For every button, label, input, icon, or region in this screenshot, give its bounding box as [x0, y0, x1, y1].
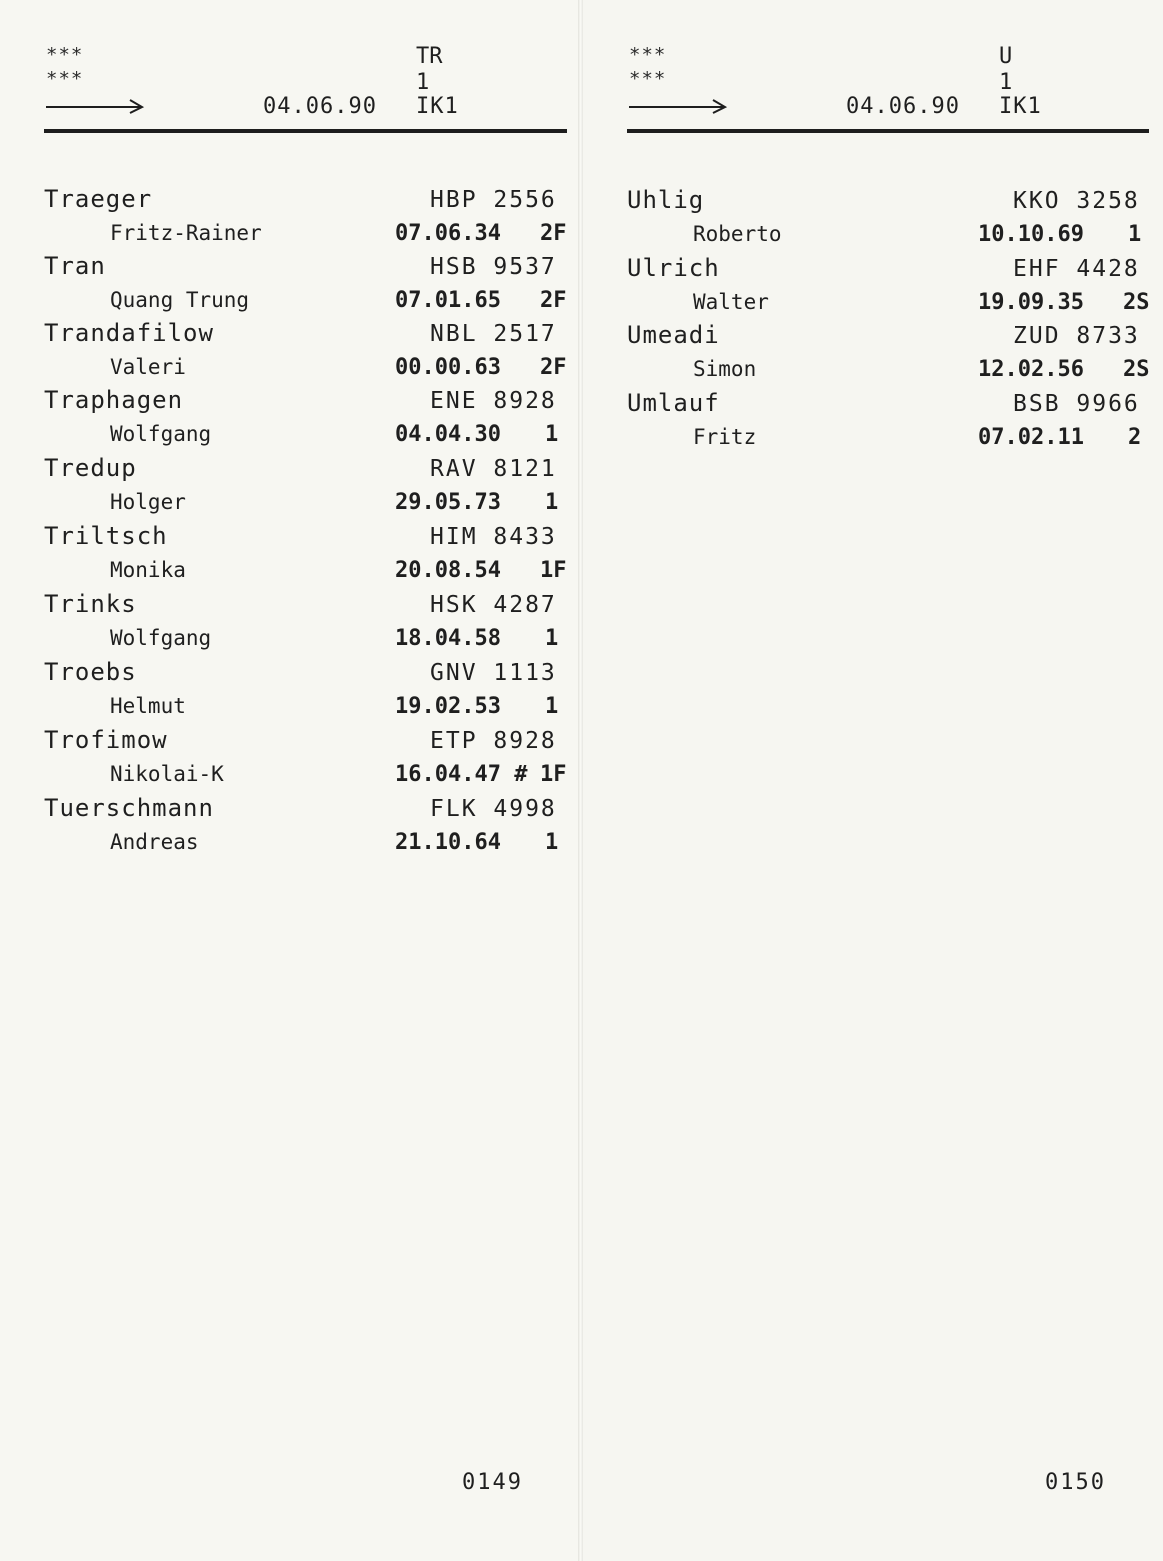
- entry-birth-date: 10.10.69: [978, 222, 1084, 247]
- entry-class: 2S: [1123, 290, 1150, 315]
- entry-surname: Umlauf: [627, 389, 720, 417]
- entry-code: NBL 2517: [430, 321, 557, 347]
- entry-code: ENE 8928: [430, 388, 557, 414]
- entry-surname: Trinks: [44, 590, 137, 618]
- stars-line-1: ***: [46, 44, 84, 66]
- entry-given-name: Walter: [693, 290, 769, 314]
- entry-code: ZUD 8733: [1013, 323, 1140, 349]
- entry-class: 1: [545, 830, 559, 855]
- header-date: 04.06.90: [263, 94, 377, 119]
- entry-class: 2: [1128, 425, 1142, 450]
- entry-code: ETP 8928: [430, 728, 557, 754]
- page-number: 0150: [1045, 1470, 1106, 1495]
- entry-surname: Ulrich: [627, 254, 720, 282]
- entry-code: FLK 4998: [430, 796, 557, 822]
- entry-given-name: Roberto: [693, 222, 782, 246]
- entry-birth-date: 00.00.63: [395, 355, 501, 380]
- entry-given-name: Holger: [110, 490, 186, 514]
- header-institution: IK1: [999, 94, 1042, 119]
- arrow-right-icon: [46, 98, 146, 114]
- entry-given-name: Andreas: [110, 830, 199, 854]
- entry-code: RAV 8121: [430, 456, 557, 482]
- entry-birth-date: 07.06.34: [395, 221, 501, 246]
- entry-class: 1: [545, 694, 559, 719]
- entry-birth-date: 21.10.64: [395, 830, 501, 855]
- entry-given-name: Wolfgang: [110, 626, 212, 650]
- entry-surname: Tredup: [44, 454, 137, 482]
- entry-class: 1F: [540, 762, 567, 787]
- entry-given-name: Helmut: [110, 694, 186, 718]
- entry-code: KKO 3258: [1013, 188, 1140, 214]
- stars-line-2: ***: [46, 68, 84, 90]
- entry-code: HSK 4287: [430, 592, 557, 618]
- section-number: 1: [999, 70, 1013, 95]
- entry-given-name: Wolfgang: [110, 422, 212, 446]
- entry-given-name: Fritz: [693, 425, 757, 449]
- section-number: 1: [416, 70, 430, 95]
- entry-birth-date: 07.01.65: [395, 288, 501, 313]
- header-date: 04.06.90: [846, 94, 960, 119]
- entry-given-name: Fritz-Rainer: [110, 221, 262, 245]
- entry-code: HSB 9537: [430, 254, 557, 280]
- section-code: U: [999, 44, 1013, 69]
- entry-surname: Trofimow: [44, 726, 168, 754]
- entry-class: 1: [1128, 222, 1142, 247]
- entry-surname: Troebs: [44, 658, 137, 686]
- entry-given-name: Quang Trung: [110, 288, 250, 312]
- entry-surname: Triltsch: [44, 522, 168, 550]
- entry-class: 2F: [540, 288, 567, 313]
- entry-given-name: Monika: [110, 558, 186, 582]
- section-code: TR: [416, 44, 443, 69]
- entry-class: 1: [545, 422, 559, 447]
- header-institution: IK1: [416, 94, 459, 119]
- entry-birth-date: 19.09.35: [978, 290, 1084, 315]
- entry-birth-date: 12.02.56: [978, 357, 1084, 382]
- entry-birth-date: 19.02.53: [395, 694, 501, 719]
- entry-birth-date: 20.08.54: [395, 558, 501, 583]
- entry-class: 2F: [540, 355, 567, 380]
- entry-surname: Uhlig: [627, 186, 705, 214]
- right-sheet: [583, 0, 1163, 1561]
- page-number: 0149: [462, 1470, 523, 1495]
- entry-code: EHF 4428: [1013, 256, 1140, 282]
- entry-given-name: Simon: [693, 357, 757, 381]
- entry-surname: Umeadi: [627, 321, 720, 349]
- header-rule: [44, 129, 567, 133]
- entry-birth-date: 04.04.30: [395, 422, 501, 447]
- entry-given-name: Valeri: [110, 355, 186, 379]
- entry-surname: Traphagen: [44, 386, 184, 414]
- entry-class: 2F: [540, 221, 567, 246]
- stars-line-2: ***: [629, 68, 667, 90]
- arrow-right-icon: [629, 98, 729, 114]
- entry-code: HBP 2556: [430, 187, 557, 213]
- entry-surname: Tran: [44, 252, 106, 280]
- entry-code: BSB 9966: [1013, 391, 1140, 417]
- entry-class: 1: [545, 626, 559, 651]
- entry-class: 1: [545, 490, 559, 515]
- entry-birth-date: 29.05.73: [395, 490, 501, 515]
- entry-surname: Trandafilow: [44, 319, 214, 347]
- entry-surname: Traeger: [44, 185, 153, 213]
- header-rule: [627, 129, 1149, 133]
- stars-line-1: ***: [629, 44, 667, 66]
- entry-birth-date: 07.02.11: [978, 425, 1084, 450]
- entry-surname: Tuerschmann: [44, 794, 214, 822]
- entry-given-name: Nikolai-K: [110, 762, 224, 786]
- entry-code: HIM 8433: [430, 524, 557, 550]
- entry-birth-date: 16.04.47 #: [395, 762, 528, 787]
- left-sheet: [0, 0, 578, 1561]
- entry-code: GNV 1113: [430, 660, 557, 686]
- entry-birth-date: 18.04.58: [395, 626, 501, 651]
- entry-class: 2S: [1123, 357, 1150, 382]
- entry-class: 1F: [540, 558, 567, 583]
